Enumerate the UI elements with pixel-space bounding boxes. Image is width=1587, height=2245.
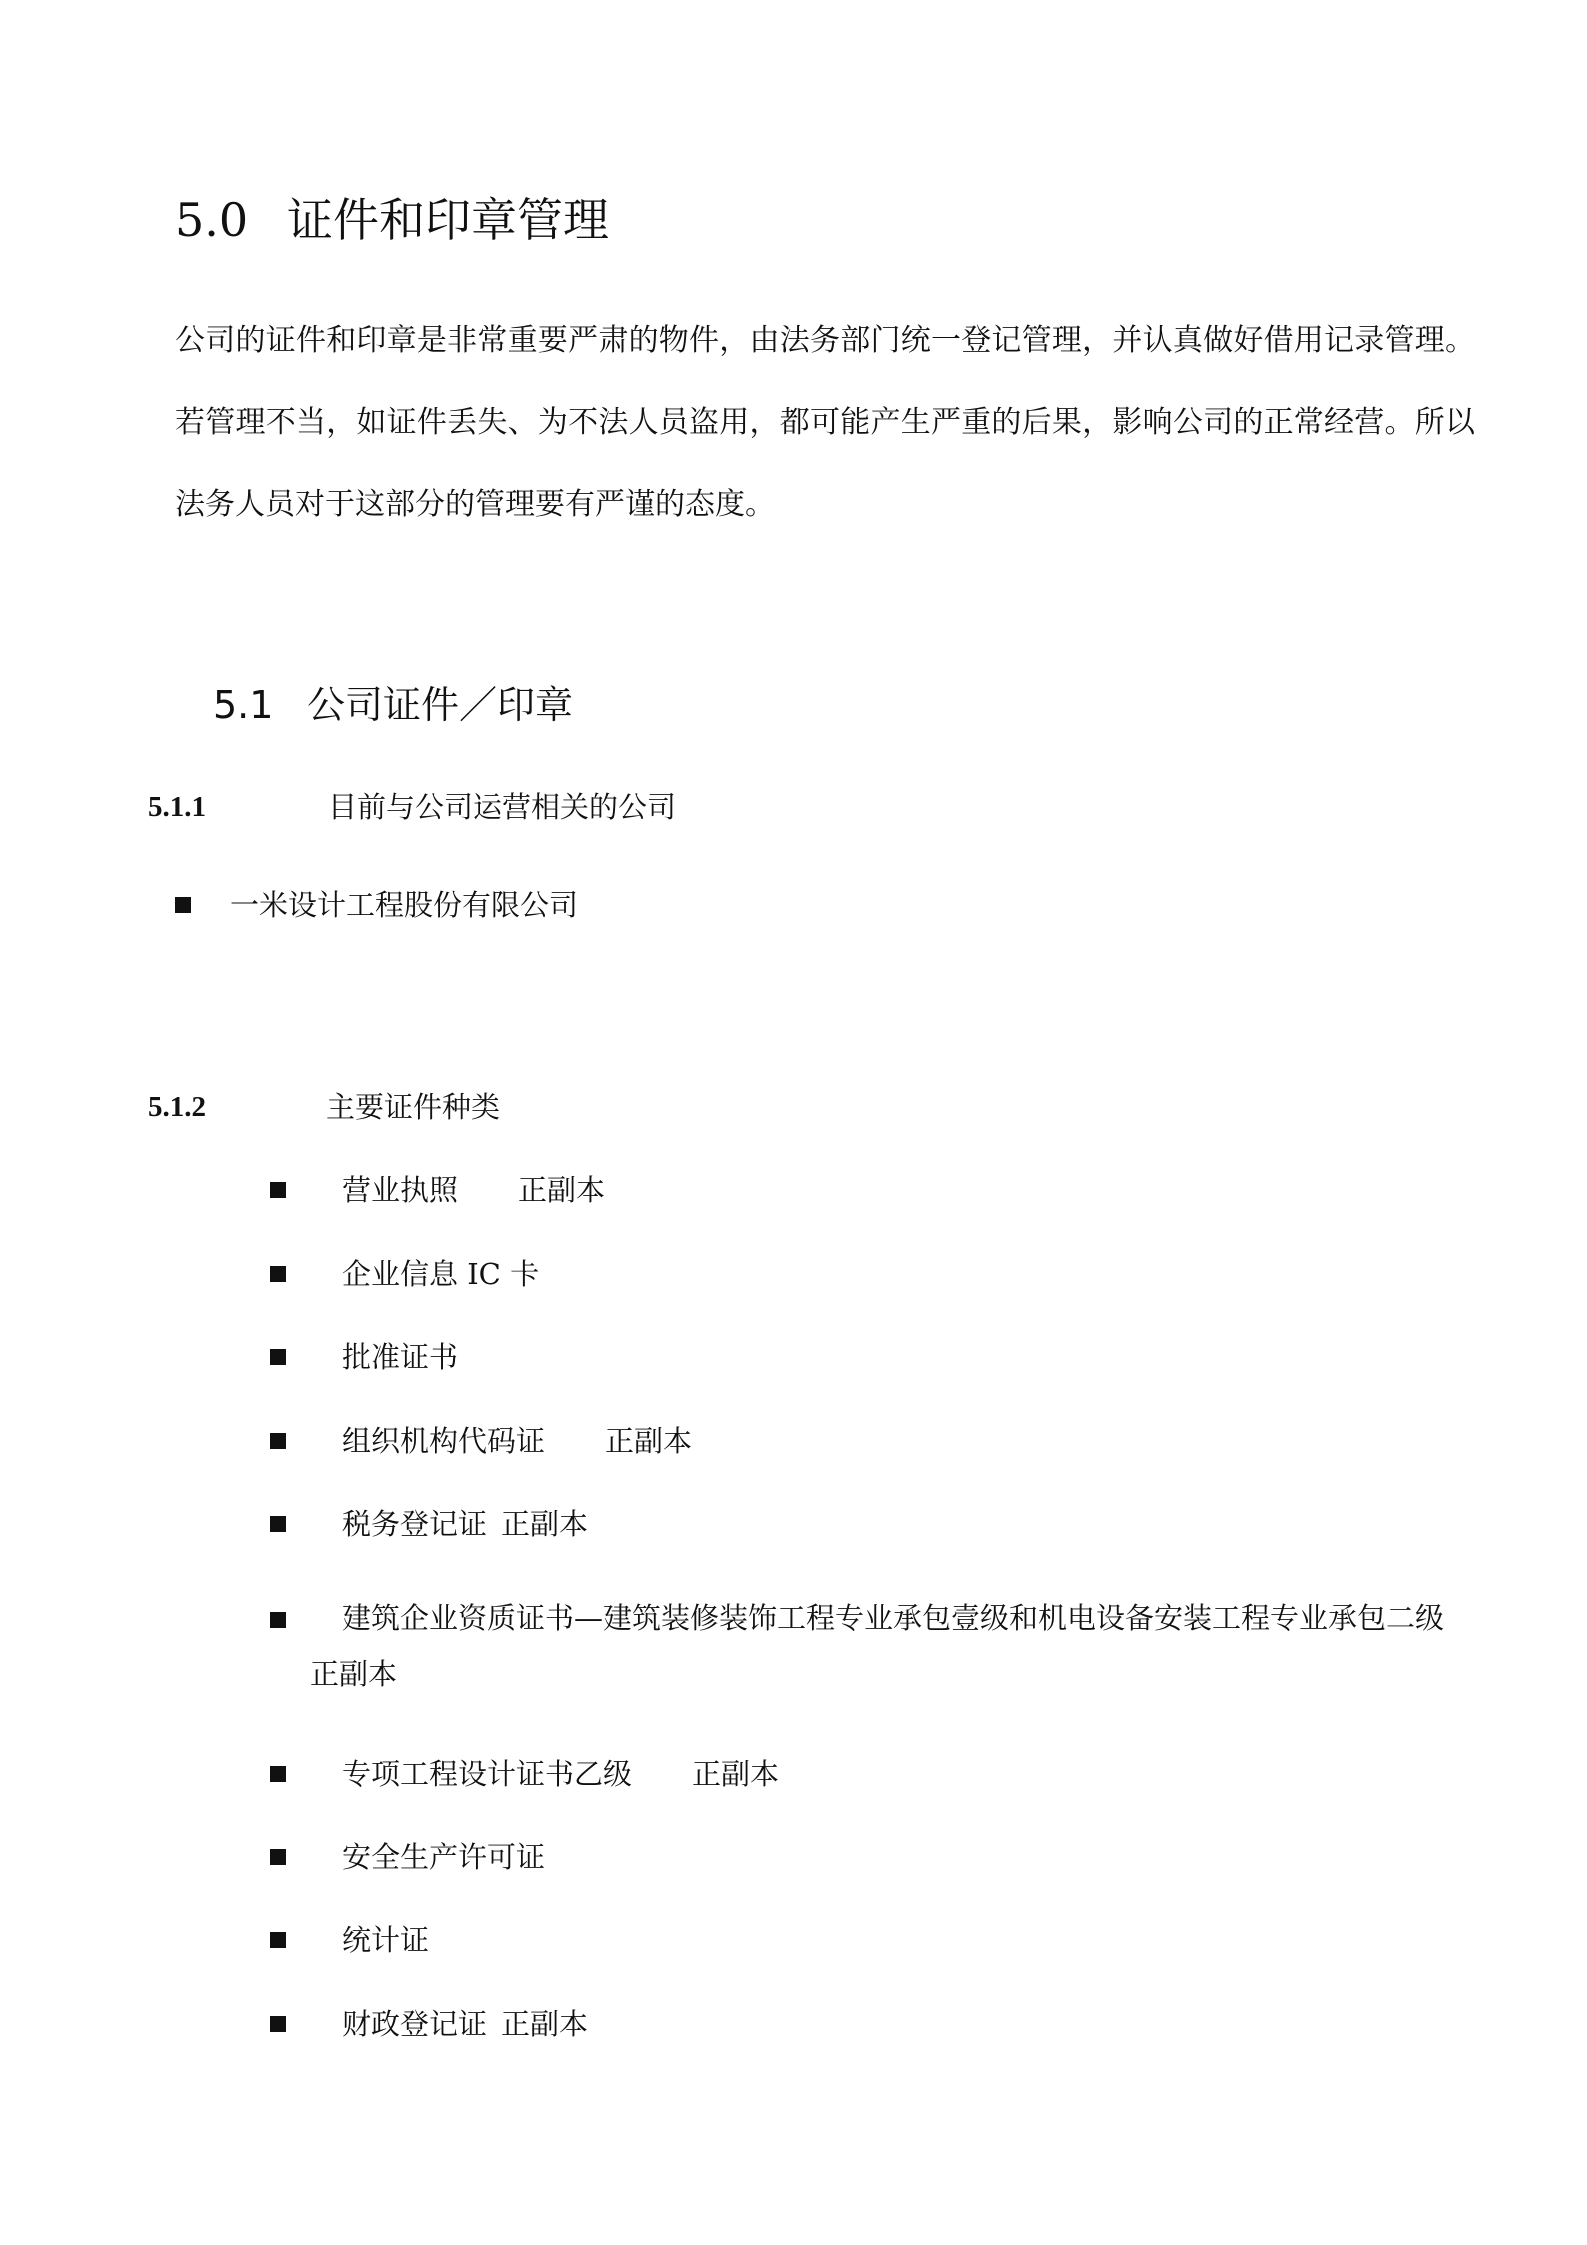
black-square-bullet-icon — [270, 1849, 286, 1865]
list-item-text: 批准证书 — [342, 1340, 459, 1374]
list-item-text: 企业信息 IC 卡 — [342, 1257, 540, 1291]
subsection-number: 5.1 — [213, 683, 274, 727]
sub-heading-number: 5.1.2 — [148, 1091, 206, 1123]
section-heading — [175, 190, 609, 250]
subsection-title: 公司证件／印章 — [307, 683, 574, 727]
black-square-bullet-icon — [270, 1266, 286, 1282]
section-paragraph: 公司的证件和印章是非常重要严肃的物件，由法务部门统一登记管理，并认真做好借用记录管理。若管理不当，如证件丢失、为不法人员盗用，都可能产生严重的后果，影响公司的正常经营。所以法务人员对于这部分的管理要有严谨的态度。 — [175, 323, 1475, 522]
section-title: 证件和印章管理 — [287, 193, 609, 247]
list-item-text: 建筑企业资质证书—建筑装修装饰工程专业承包壹级和机电设备安装工程专业承包二级正副本 — [310, 1601, 1445, 1691]
black-square-bullet-icon — [270, 1433, 286, 1449]
black-square-bullet-icon — [270, 1516, 286, 1532]
list-item-text: 财政登记证 正副本 — [342, 2007, 589, 2041]
subsection-heading — [213, 680, 573, 730]
list-item-text: 统计证 — [342, 1923, 430, 1957]
list-item-text: 税务登记证 正副本 — [342, 1507, 589, 1541]
sub-heading-number: 5.1.1 — [148, 791, 206, 823]
black-square-bullet-icon — [270, 1182, 286, 1198]
section-number: 5.0 — [175, 193, 249, 247]
list-item-text: 营业执照 正副本 — [342, 1173, 606, 1207]
list-item-text: 一米设计工程股份有限公司 — [230, 888, 579, 922]
list-item-text: 组织机构代码证 正副本 — [342, 1424, 693, 1458]
sub-heading-title: 目前与公司运营相关的公司 — [328, 790, 677, 824]
list-item-text: 专项工程设计证书乙级 正副本 — [342, 1757, 780, 1791]
list-item — [250, 1590, 1480, 1702]
black-square-bullet-icon — [270, 2016, 286, 2032]
black-square-bullet-icon — [270, 1766, 286, 1782]
black-square-bullet-icon — [270, 1932, 286, 1948]
black-square-bullet-icon — [270, 1612, 286, 1628]
black-square-bullet-icon — [175, 897, 191, 913]
sub-heading-title: 主要证件种类 — [326, 1090, 501, 1124]
black-square-bullet-icon — [270, 1349, 286, 1365]
list-item-text: 安全生产许可证 — [342, 1840, 546, 1874]
